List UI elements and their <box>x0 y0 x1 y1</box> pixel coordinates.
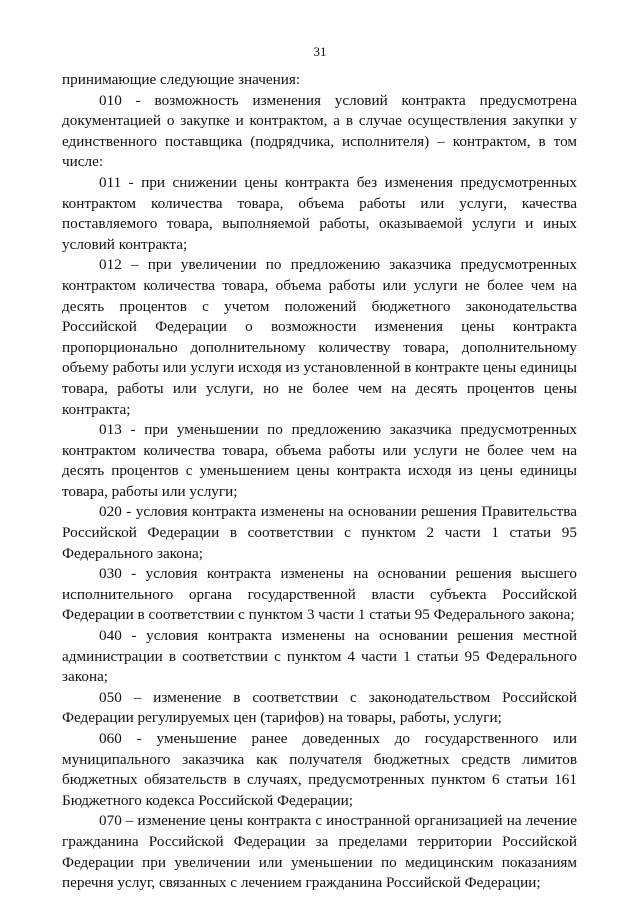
paragraph-code-012: 012 – при увеличении по предложению заказчика предусмотренных контрактом количества товара, объема работы или услуги не более чем на десять процентов с учетом положений бюджетного законодательства Российской Федерации о возможности изменения цены контракта пропорционально дополнительному количеству товара, дополнительному объему работы или услуги исходя из установленной в контракте цены единицы товара, работы или услуги, но не более чем на десять процентов цены контракта; <box>62 256 577 418</box>
document-body <box>62 70 577 894</box>
paragraph-code-040: 040 - условия контракта изменены на основании решения местной администрации в соответствии с пунктом 4 части 1 статьи 95 Федерального закона; <box>62 627 577 686</box>
paragraph-code-013: 013 - при уменьшении по предложению заказчика предусмотренных контрактом количества товара, объема работы или услуги не более чем на десять процентов с уменьшением цены контракта исходя из цены единицы товара, работы или услуги; <box>62 421 577 500</box>
paragraph-code-010: 010 - возможность изменения условий контракта предусмотрена документацией о закупке и контрактом, а в случае осуществления закупки у единственного поставщика (подрядчика, исполнителя) – контрактом, в том числе: <box>62 91 577 171</box>
paragraph-code-020: 020 - условия контракта изменены на основании решения Правительства Российской Федерации в соответствии с пунктом 2 части 1 статьи 95 Федерального закона; <box>62 503 577 562</box>
paragraph-code-060: 060 - уменьшение ранее доведенных до государственного или муниципального заказчика как получателя бюджетных средств лимитов бюджетных обязательств в случаях, предусмотренных пунктом 6 статьи 161 Бюджетного кодекса Российской Федерации; <box>62 730 577 809</box>
paragraph-intro: принимающие следующие значения: <box>62 71 301 88</box>
paragraph-code-050: 050 – изменение в соответствии с законодательством Российской Федерации регулируемых цен (тарифов) на товары, работы, услуги; <box>62 688 577 727</box>
paragraph-code-030: 030 - условия контракта изменены на основании решения высшего исполнительного органа государственной власти субъекта Российской Федерации в соответствии с пунктом 3 части 1 статьи 95 Федерального закона; <box>62 565 577 624</box>
paragraph-code-070: 070 – изменение цены контракта с иностранной организацией на лечение гражданина Российской Федерации за пределами территории Российской Федерации при увеличении или уменьшении по медицинским показаниям перечня услуг, связанных с лечением гражданина Российской Федерации; <box>62 812 577 892</box>
page-number: 31 <box>313 44 327 59</box>
paragraph-code-011: 011 - при снижении цены контракта без изменения предусмотренных контрактом количества товара, объема работы или услуги, качества поставляемого товара, выполняемой работы, оказываемой услуги и иных условий контракта; <box>62 173 577 253</box>
